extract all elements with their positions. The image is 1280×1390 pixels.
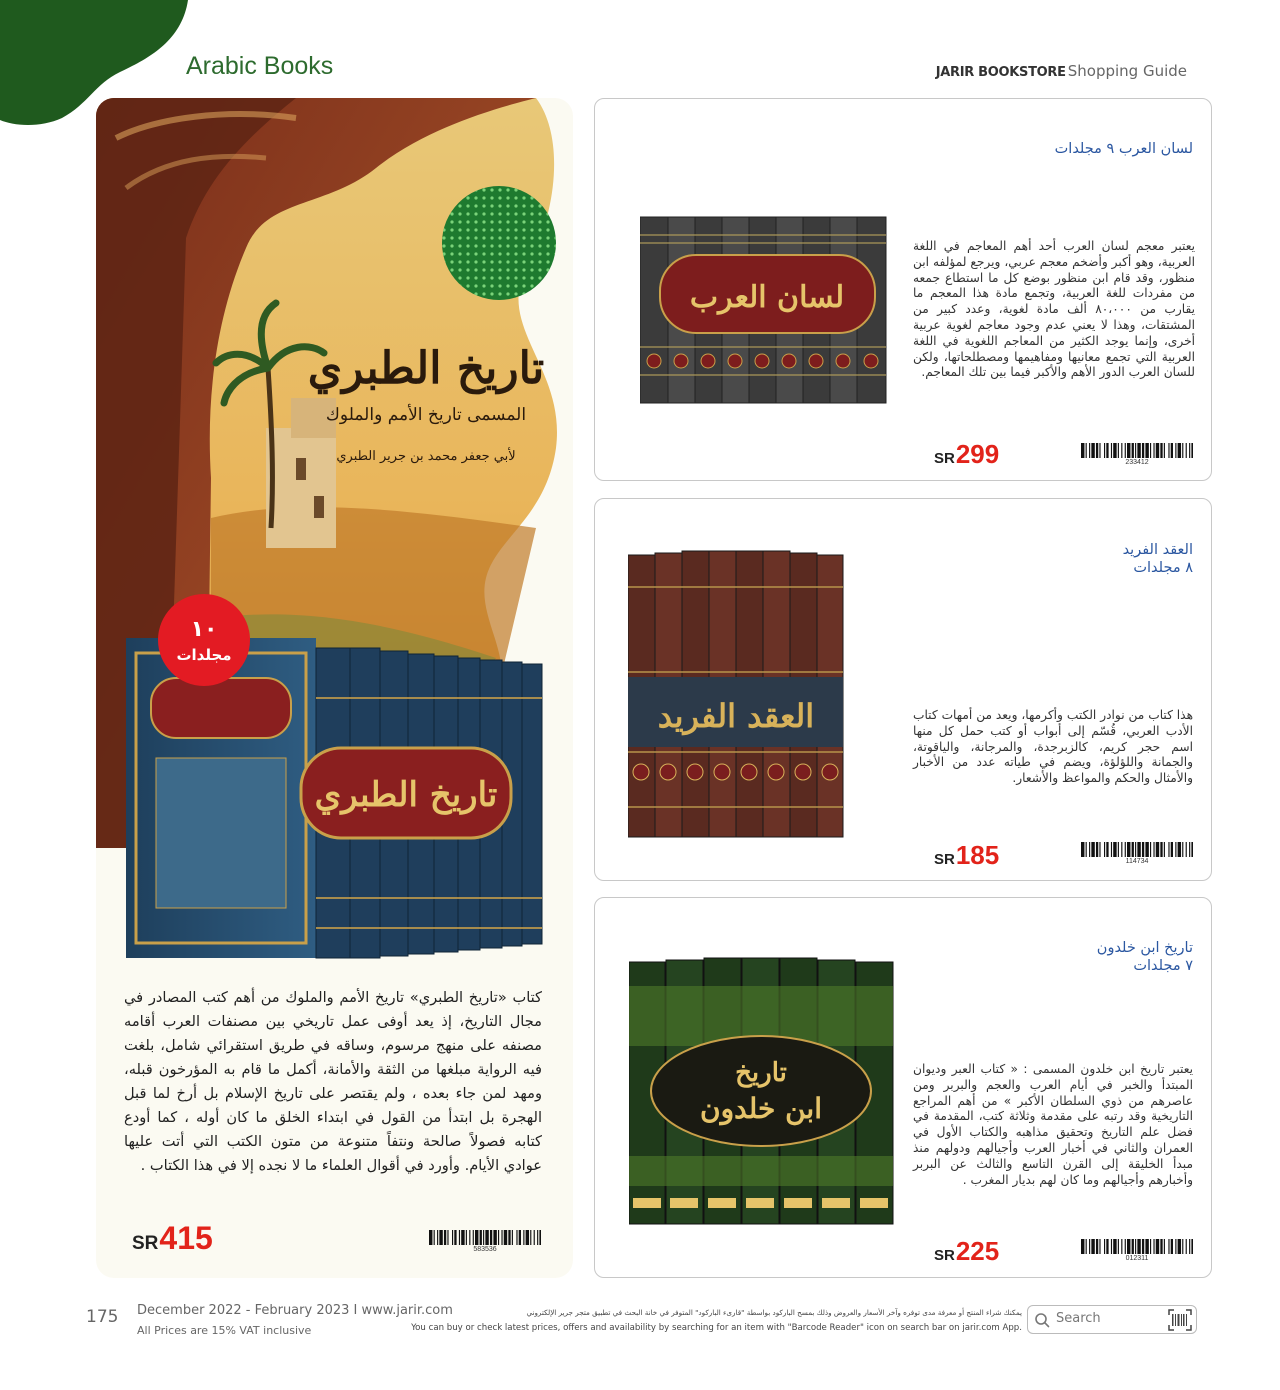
barcode-bar [1175,842,1176,857]
barcode-bar [444,1230,446,1245]
footer-notice-english: You can buy or check latest prices, offers and availability by searching for an item with "Barcode Reader" icon on search bar on jarir.com App. [411,1323,1022,1333]
page-number: 175 [86,1307,119,1327]
barcode-bar [1171,842,1173,857]
barcode-scanner-icon[interactable] [1168,1309,1192,1331]
barcode-bar [1127,1239,1130,1254]
barcode-bar [1086,1239,1087,1254]
barcode-number: 114734 [1125,858,1149,865]
barcode-bar [1142,443,1144,458]
search-placeholder: Search [1056,1311,1101,1326]
barcode-bar [1160,842,1162,857]
barcode-bar [539,1230,541,1245]
barcode-bar [469,1230,470,1245]
product-title: لسان العرب ٩ مجلدات [1054,141,1193,157]
barcode-bar [1145,842,1148,857]
product-title-line2: ٨ مجلدات [1133,560,1193,576]
product-price [934,840,999,871]
barcode-bar [483,1230,484,1245]
spine-title-line1: تاريخ [735,1058,787,1088]
barcode-bars [1081,842,1193,857]
barcode-bar [1089,842,1090,857]
barcode-bar [1113,842,1116,857]
barcode-bar [1191,1239,1193,1254]
barcode-bar [466,1230,467,1245]
barcode-number: 012311 [1125,1255,1149,1262]
barcode-bar [1171,1239,1173,1254]
barcode-bar [1164,1239,1165,1254]
search-icon [1034,1312,1050,1328]
barcode-bar [1137,443,1140,458]
featured-barcode[interactable] [429,1230,541,1254]
barcode-bar [1189,842,1190,857]
barcode-bar [1113,1239,1116,1254]
barcode-bar [519,1230,521,1245]
barcode-bar [475,1230,478,1245]
barcode-bar [454,1230,456,1245]
product-barcode[interactable] [1081,842,1193,866]
barcode-bar [1089,1239,1090,1254]
product-barcode[interactable] [1081,443,1193,467]
barcode-bar [1111,443,1112,458]
barcode-bar [1104,1239,1105,1254]
barcode-bar [1121,443,1122,458]
barcode-bar [1153,443,1154,458]
barcode-bar [1091,1239,1094,1254]
barcode-bar [1137,1239,1140,1254]
barcode-bar [537,1230,538,1245]
barcode-bar [1096,1239,1098,1254]
barcode-bar [447,1230,448,1245]
barcode-bar [1189,443,1190,458]
barcode-bar [1145,443,1148,458]
product-barcode[interactable] [1081,1239,1193,1263]
barcode-bar [512,1230,513,1245]
price-value: 415 [159,1220,213,1256]
footer-dates: December 2022 - February 2023 I www.jarir.com [137,1303,453,1318]
barcode-bar [1182,443,1183,458]
barcode-bar [501,1230,502,1245]
barcode-bar [1142,842,1144,857]
barcode-bar [1127,842,1130,857]
barcode-bar [1182,1239,1183,1254]
barcode-bar [459,1230,460,1245]
price-currency: SR [934,1247,955,1264]
featured-price [132,1220,213,1257]
cover-subtitle-text: المسمى تاريخ الأمم والملوك [325,405,527,425]
barcode-bar [1150,842,1151,857]
price-value: 185 [955,840,1000,870]
barcode-bar [1153,842,1154,857]
barcode-bar [498,1230,499,1245]
barcode-bar [1118,1239,1119,1254]
barcode-bar [1111,842,1112,857]
price-currency: SR [934,851,955,868]
badge-label: مجلدات [176,646,232,664]
product-title [1123,541,1193,577]
barcode-bar [1135,1239,1136,1254]
barcode-bar [1191,443,1193,458]
barcode-bar [1168,842,1169,857]
product-card-tarikh-ibn-khaldun[interactable] [594,897,1212,1278]
brand-tagline: Shopping Guide [1067,62,1187,80]
barcode-bar [1145,1239,1148,1254]
footer-notice-arabic: يمكنك شراء المنتج أو معرفة مدى توفره وآخر الأسعار والعروض وذلك بمسح الباركود بواسطة "قارىء الباركود" المتوفر في خانة البحث في تطبيق متجر جرير الإلكتروني [526,1308,1022,1317]
product-title-line1: تاريخ ابن خلدون [1096,940,1193,956]
search-bar[interactable] [1027,1305,1197,1334]
barcode-bar [1121,1239,1122,1254]
brand-logo: JARIR BOOKSTORE [935,65,1066,80]
barcode-bar [1099,842,1100,857]
barcode-number: 583536 [473,1246,497,1253]
spine-title-line2: ابن خلدون [700,1092,822,1125]
barcode-bar [1160,443,1162,458]
product-price [934,439,999,470]
barcode-bar [1156,1239,1159,1254]
featured-description: كتاب «تاريخ الطبري» تاريخ الأمم والملوك من أهم كتب المصادر في مجال التاريخ، إذ يعد أوفى عمل تاريخي بين مصنفات العرب أقامه مصنفه على منهج مرسوم، وساقه في طريق استقرائي شامل، بلغت فيه الرواية مبلغها من الثقة والأمانة، أكمل ما قام به المؤرخون قبله، ومهد لمن جاء بعده ، ولم يقتصر على تاريخ الإسلام بل أرخ لما قبل الهجرة بل ابتدأ من القول في ابتداء الخلق ما كان أوله ، كما أودع كتابه فصولاً صالحة ونتفاً متنوعة من متون الكتب التي أتت عليها عوادي الأيام. وأورد في أقوال العلماء ما لا نجده إلا في هذا الكتاب . [124,989,542,1174]
barcode-bar [1175,443,1176,458]
barcode-bar [1089,443,1090,458]
barcode-bar [1135,842,1136,857]
barcode-bar [1111,1239,1112,1254]
barcode-bar [1104,443,1105,458]
barcode-bar [473,1230,474,1245]
barcode-bar [1081,1239,1084,1254]
barcode-bar [1137,842,1140,857]
barcode-bar [504,1230,507,1245]
barcode-bar [1096,443,1098,458]
barcode-bar [1106,842,1108,857]
featured-book-set [126,638,542,958]
barcode-bar [1186,1239,1187,1254]
product-price [934,1236,999,1267]
product-card-al-iqd-al-farid[interactable] [594,498,1212,881]
barcode-bar [1081,443,1084,458]
barcode-bar [1096,842,1098,857]
barcode-bar [1132,842,1134,857]
barcode-bar [1171,443,1173,458]
product-title-line1: العقد الفريد [1122,542,1193,558]
barcode-bar [526,1230,529,1245]
barcode-bar [1168,443,1169,458]
barcode-bar [493,1230,496,1245]
barcode-bar [1125,1239,1126,1254]
barcode-bar [1135,443,1136,458]
book-spine-title-text: تاريخ الطبري [314,775,498,815]
barcode-bar [1086,443,1087,458]
product-title-line2: ٧ مجلدات [1133,958,1193,974]
barcode-bar [1156,443,1159,458]
brand [936,62,1187,80]
barcode-bar [1106,443,1108,458]
barcode-bar [1081,842,1084,857]
barcode-bar [429,1230,432,1245]
barcode-bar [1186,842,1187,857]
volume-count-badge [158,594,250,686]
footer-vat-note: All Prices are 15% VAT inclusive [137,1324,312,1337]
barcode-bar [1104,842,1105,857]
barcode-bar [1121,842,1122,857]
barcode-bar [530,1230,531,1245]
barcode-bar [1099,443,1100,458]
barcode-bar [1125,842,1126,857]
spine-title: العقد الفريد [657,697,815,735]
barcode-bar [1113,443,1116,458]
barcode-bar [1150,443,1151,458]
barcode-bar [1142,1239,1144,1254]
barcode-number: 233412 [1125,459,1149,466]
product-image-tarikh-ibn-khaldun [629,956,895,1226]
spine-title: لسان العرب [689,280,845,315]
featured-product-image [96,98,573,968]
barcode-bar [490,1230,492,1245]
section-title: Arabic Books [186,52,334,80]
barcode-bar [1099,1239,1100,1254]
barcode-bar [1189,1239,1190,1254]
price-value: 225 [955,1236,1000,1266]
barcode-bar [1118,443,1119,458]
barcode-bar [1156,842,1159,857]
cover-title-text: تاريخ الطبري [307,343,545,394]
price-currency: SR [132,1233,159,1254]
barcode-bar [480,1230,482,1245]
barcode-bar [1091,842,1094,857]
barcode-bar [434,1230,435,1245]
barcode-bar [1178,1239,1181,1254]
barcode-bar [485,1230,488,1245]
barcode-bar [523,1230,524,1245]
product-card-lisan-al-arab[interactable] [594,98,1212,481]
barcode-bar [1091,443,1094,458]
barcode-bar [452,1230,453,1245]
featured-product-card[interactable] [96,98,573,1278]
barcode-bar [1127,443,1130,458]
barcode-bar [439,1230,442,1245]
barcode-bar [1164,842,1165,857]
barcode-bar [1178,443,1181,458]
barcode-bar [516,1230,517,1245]
barcode-bar [1125,443,1126,458]
barcode-bar [461,1230,464,1245]
barcode-bars [1081,443,1193,458]
barcode-bar [1186,443,1187,458]
barcode-bar [1132,443,1134,458]
barcode-bar [437,1230,438,1245]
barcode-bars [1081,1239,1193,1254]
barcode-bar [1150,1239,1151,1254]
barcode-bar [1106,1239,1108,1254]
barcode-bar [1175,1239,1176,1254]
product-description: يعتبر معجم لسان العرب أحد أهم المعاجم في اللغة العربية، وهو أكبر وأضخم معجم عربي، ويرجع لمؤلفه ابن منظور، وقد قام ابن منظور بوضع كل ما استطاع جمعه من مفردات للغة العربية، وتجمع مادة هذا المعجم ما يقارب من ٨٠،٠٠٠ ألف مادة لغوية، وعدد كبير من المشتقات، وهذا لا يعني عدم وجود معاجم لغوية عربية أخرى، وإنما يوجد الكثير من المعاجم اللغوية في اللغة العربية التي تجمع معانيها ومفاهيمها ومصطلحاتها، ولكن للسان العرب الدور الأهم والأكبر فيما بين تلك المعاجم. [913,239,1195,380]
barcode-bar [1086,842,1087,857]
product-description: هذا كتاب من نوادر الكتب وأكرمها، ويعد من أمهات كتاب الأدب العربي، قُسّم إلى أبواب أو كتب حمل كل منها اسم حجر كريم، كالزبرجدة، والمرجانة، والياقوتة، والجمانة واللؤلؤة، ويضم في طياته عدد من الأخبار والأمثال والحكم والمواعظ والأشعار. [913,708,1193,786]
barcode-bar [1164,443,1165,458]
barcode-bar [1182,842,1183,857]
barcode-bar [508,1230,510,1245]
barcode-bar [1178,842,1181,857]
product-image-al-iqd-al-farid [628,547,844,839]
product-image-lisan-al-arab [640,215,888,405]
barcode-bar [1160,1239,1162,1254]
product-title [1097,939,1193,975]
badge-number: ١٠ [190,617,218,642]
barcode-bar [534,1230,535,1245]
price-currency: SR [934,450,955,467]
barcode-bars [429,1230,541,1245]
barcode-bar [1191,842,1193,857]
price-value: 299 [955,439,1000,469]
product-description: يعتبر تاريخ ابن خلدون المسمى : « كتاب العبر وديوان المبتدأ والخبر في أيام العرب والعجم والبربر ومن عاصرهم من ذوي السلطان الأكبر » من أهم المراجع التاريخية وقد رتبه على مقدمة وثلاثة كتب، المقدمة في فضل علم التاريخ وتحقيق مذاهبه والكتاب الأول في العمران والثاني في أخبار العرب وأجيالهم ودولهم منذ مبدأ الخليقة إلى القرن التاسع والثالث عن البربر وأخبارهم وأجيالهم وما كان لهم بديار المغرب . [913,1062,1193,1187]
barcode-bar [1132,1239,1134,1254]
barcode-bar [1153,1239,1154,1254]
barcode-bar [1118,842,1119,857]
barcode-bar [1168,1239,1169,1254]
cover-author-text: لأبي جعفر محمد بن جرير الطبري [336,449,516,464]
